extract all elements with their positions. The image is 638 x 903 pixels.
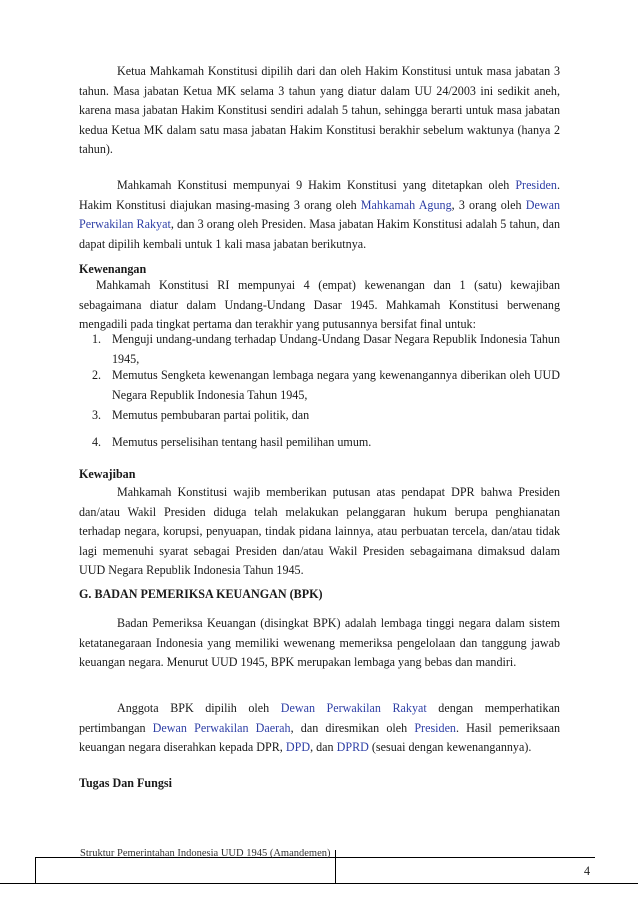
list-text: Menguji undang-undang terhadap Undang-Undang Dasar Negara Republik Indonesia Tahun 1945, bbox=[112, 332, 560, 366]
paragraph-ketua-mk bbox=[79, 62, 560, 160]
text-run: Anggota BPK dipilih oleh bbox=[117, 701, 281, 715]
paragraph-hakim-konstitusi bbox=[79, 176, 560, 254]
paragraph-text: Mahkamah Konstitusi wajib memberikan putusan atas pendapat DPR bahwa Presiden dan/atau Wakil Presiden diduga telah melakukan pelanggaran hukum berupa penghianatan terhadap negara, korupsi, penyuapan, tindak pidana lainnya, atau perbuatan tercela, dan/atau tidak lagi memenuhi syarat sebagai Presiden dan/atau Wakil Presiden sebagaimana dimaksud dalam UUD Negara Republik Indonesia Tahun 1945. bbox=[79, 485, 560, 577]
list-number: 3. bbox=[92, 408, 102, 422]
text-run: , dan 3 orang oleh Presiden. Masa jabatan Hakim Konstitusi adalah 5 tahun, dan dapat dipilih kembali untuk 1 kali masa jabatan berikutnya. bbox=[79, 217, 560, 251]
footer-divider bbox=[0, 883, 638, 884]
paragraph-kewenangan-intro bbox=[79, 276, 560, 335]
heading-kewajiban: Kewajiban bbox=[79, 467, 136, 481]
footer-divider bbox=[335, 850, 336, 883]
list-text: Memutus perselisihan tentang hasil pemilihan umum. bbox=[112, 435, 372, 449]
text-run: , dan bbox=[310, 740, 337, 754]
link-dpd[interactable]: DPD bbox=[285, 740, 311, 754]
paragraph-anggota-bpk bbox=[79, 699, 560, 758]
paragraph-text: Badan Pemeriksa Keuangan (disingkat BPK) adalah lembaga tinggi negara dalam sistem ketatanegaraan Indonesia yang memiliki wewenang memeriksa pengelolaan dan tanggung jawab keuangan negara. Menurut UUD 1945, BPK merupakan lembaga yang bebas dan mandiri. bbox=[79, 616, 560, 669]
text-run: , 3 orang oleh bbox=[451, 197, 526, 212]
link-dpr[interactable]: Dewan Perwakilan Rakyat bbox=[79, 197, 560, 231]
list-number: 2. bbox=[92, 368, 102, 382]
link-mahkamah-agung[interactable]: Mahkamah Agung bbox=[360, 197, 452, 212]
list-number: 4. bbox=[92, 435, 102, 449]
list-number: 1. bbox=[92, 332, 102, 346]
link-dpr[interactable]: Dewan Perwakilan Rakyat bbox=[280, 701, 427, 715]
footer-divider bbox=[35, 857, 36, 883]
paragraph-bpk-definition bbox=[79, 614, 560, 673]
text-run: Mahkamah Konstitusi mempunyai 9 Hakim Konstitusi yang ditetapkan oleh bbox=[117, 178, 516, 192]
list-text: Memutus pembubaran partai politik, dan bbox=[112, 408, 310, 422]
heading-section-g: G. BADAN PEMERIKSA KEUANGAN (BPK) bbox=[79, 587, 323, 601]
text-run: , dan diresmikan oleh bbox=[290, 720, 415, 735]
text-run: . Hasil pemeriksaan keuangan negara diserahkan kepada DPR, bbox=[79, 720, 560, 754]
text-run: . Hakim Konstitusi diajukan masing-masing 3 orang oleh bbox=[79, 178, 560, 212]
footer-title: Struktur Pemerintahan Indonesia UUD 1945 (Amandemen) bbox=[80, 848, 331, 859]
paragraph-text: Ketua Mahkamah Konstitusi dipilih dari dan oleh Hakim Konstitusi untuk masa jabatan 3 tahun. Masa jabatan Ketua MK selama 3 tahun yang diatur dalam UU 24/2003 ini sedikit aneh, karena masa jabatan Hakim Konstitusi sendiri adalah 5 tahun, sehingga berarti untuk masa jabatan kedua Ketua MK dalam satu masa jabatan Hakim Konstitusi berakhir sebelum waktunya (hanya 2 tahun). bbox=[79, 64, 560, 156]
page-number: 4 bbox=[584, 864, 591, 878]
heading-kewenangan: Kewenangan bbox=[79, 262, 147, 276]
text-run: (sesuai dengan kewenangannya). bbox=[368, 740, 532, 754]
heading-tugas-fungsi: Tugas Dan Fungsi bbox=[79, 776, 172, 790]
link-presiden[interactable]: Presiden bbox=[414, 720, 456, 735]
link-presiden[interactable]: Presiden bbox=[515, 178, 557, 192]
text-run: dengan memperhatikan pertimbangan bbox=[79, 701, 560, 735]
list-text: Memutus Sengketa kewenangan lembaga negara yang kewenangannya diberikan oleh UUD Negara Republik Indonesia Tahun 1945, bbox=[112, 368, 560, 402]
link-dprd[interactable]: DPRD bbox=[336, 740, 369, 754]
paragraph-kewajiban bbox=[79, 483, 560, 581]
paragraph-text: Mahkamah Konstitusi RI mempunyai 4 (empat) kewenangan dan 1 (satu) kewajiban sebagaimana diatur dalam Undang-Undang Dasar 1945. Mahkamah Konstitusi berwenang mengadili pada tingkat pertama dan terakhir yang putusannya bersifat final untuk: bbox=[79, 278, 560, 331]
link-dpd-full[interactable]: Dewan Perwakilan Daerah bbox=[152, 720, 291, 735]
